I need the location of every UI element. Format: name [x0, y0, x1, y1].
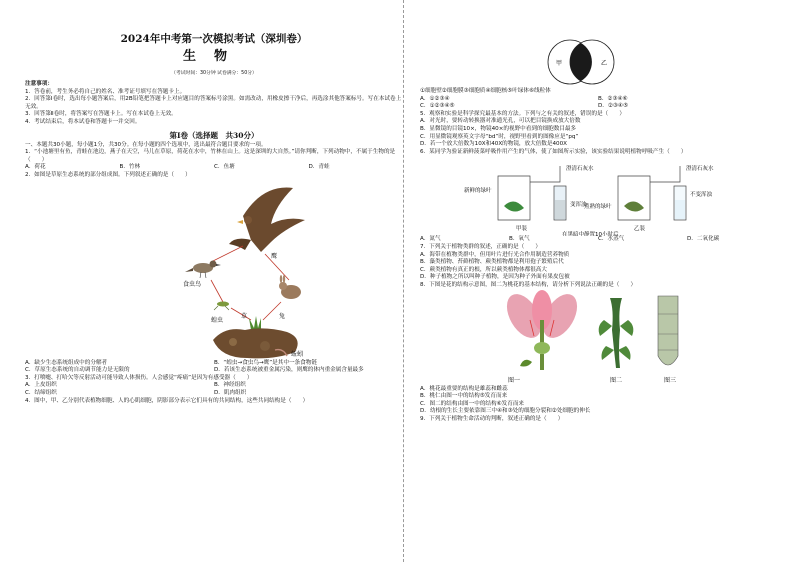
q1-options	[25, 164, 403, 172]
q4-legend: ①细胞壁②细胞膜③细胞质④细胞核⑤叶绿体⑥线粒体	[420, 88, 551, 94]
exam-title: 2024年中考第一次模拟考试（深圳卷）	[120, 33, 308, 45]
flower-svg	[420, 290, 776, 386]
subject-title: 生物	[182, 49, 245, 64]
q7-option-a[interactable]: A．海带在植物类群中，但用叶片进行光合作用制造营养物质	[420, 251, 570, 258]
q8-option-c[interactable]: C．图二的结构由图一中的结构⑥发育而来	[420, 400, 525, 407]
q4-options-row2	[420, 103, 776, 111]
q1-option-a[interactable]: A．荷花	[25, 164, 46, 171]
q8-option-b[interactable]: B．桃仁由图一中的结构⑤发育而来	[420, 393, 508, 400]
q8-stem: 8．下图是花的结构示意图，图二为桃花的基本结构，请分析下列说法正确的是（ ）	[420, 281, 637, 288]
q7-option-b[interactable]: B．藻类植物、苔藓植物、蕨类植物都是利用孢子繁殖后代	[420, 259, 564, 266]
fig1-label: 图一	[508, 376, 521, 384]
q6-stem: 6．某同学为验证新鲜菠菜呼吸作用产生的气体，使了如图所示实验，该实验结果说明植物呼吸产生（ ）	[420, 148, 687, 155]
part1-intro: 一、本题共30小题，每小题1分，共30分。在每小题的四个选项中，选出最符合题目要求的一项。	[25, 141, 267, 148]
fig3-label: 图三	[664, 376, 677, 384]
rabbit-illustration	[279, 275, 301, 299]
apparatus-jia-label: 甲装	[516, 226, 528, 233]
q5-option-a[interactable]: A．对光时，要转动转换器对准通光孔，可以把目镜换成放大倍数	[420, 118, 581, 125]
q3-options-row1	[25, 382, 403, 390]
rabbit-label: 兔	[279, 312, 286, 320]
root-tip-illustration	[658, 296, 678, 365]
q6-option-a[interactable]: A．氮气	[420, 236, 441, 243]
q1-option-c[interactable]: C．鱼塘	[214, 164, 235, 171]
q3-option-c[interactable]: C．结缔组织	[25, 389, 57, 396]
q2-option-c[interactable]: C．草原生态系统的自动调节能力是无限的	[25, 367, 130, 374]
ecosystem-figure	[25, 180, 403, 360]
right-column	[420, 36, 776, 423]
ecosystem-svg	[25, 180, 403, 360]
q5-option-d[interactable]: D．若一个放大倍数为10X和40X的物镜，放大倍数是400X	[420, 141, 567, 148]
q6-option-c[interactable]: C．水蒸气	[598, 236, 625, 243]
q4-option-d[interactable]: D．②③④⑤	[598, 103, 628, 110]
flower-illustration	[500, 290, 584, 370]
q2-stem: 2．如图是草原生态系统的部分组成图。下列叙述正确的是（ ）	[25, 171, 191, 178]
q3-stem: 3．打喷嚏、打哈欠等反射活动可能导致人体损伤。人会感觉“疼痛”是因为有感受器（ ）	[25, 374, 253, 381]
q5-stem: 5．观察和实验是科学探究最基本的方法。下列与之有关的叙述，错误的是（ ）	[420, 110, 625, 117]
q7-option-d[interactable]: D．种子植物之所以叫种子植物，是因为种子外面有果皮包被	[420, 274, 570, 281]
seedling-illustration	[599, 298, 634, 368]
flower-figure	[420, 290, 776, 386]
q6-option-b[interactable]: B．氧气	[509, 236, 530, 243]
q2-option-d[interactable]: D．若该生态系统被重金属污染，则鹰的体内重金属含量最多	[214, 367, 364, 374]
grass-illustration	[249, 316, 261, 330]
q4-option-c[interactable]: C．①②③④⑤	[420, 103, 455, 110]
worm-label: 蚯蚓	[291, 350, 304, 358]
q4-option-b[interactable]: B．②③④⑥	[598, 95, 628, 102]
q2-options-row2	[25, 367, 403, 375]
q6-option-d[interactable]: D．二氧化碳	[687, 236, 720, 243]
venn-label-jia: 甲	[556, 60, 563, 67]
q6-options	[420, 236, 776, 244]
grass-label: 草	[241, 312, 248, 320]
q5-option-b[interactable]: B．显微镜的目镜10×，物镜40×的视野中看到的细胞数目最多	[420, 125, 577, 132]
q2-option-a[interactable]: A．缺少生态系统组成中的分解者	[25, 359, 108, 366]
eagle-illustration	[229, 187, 305, 251]
respiration-figure	[420, 156, 776, 236]
column-divider	[403, 0, 404, 562]
limewater-label-yi: 澄清石灰水	[686, 166, 714, 173]
cooked-leaf-label: 煮熟的绿叶	[584, 204, 612, 211]
q8-option-a[interactable]: A．桃花最重要的结构是雄蕊和雌蕊	[420, 385, 508, 392]
q3-options-row2	[25, 390, 403, 398]
q9-stem: 9．下列关于植物生命活动的判断，叙述正确的是（ ）	[420, 415, 564, 422]
apparatus-yi	[618, 166, 686, 220]
exam-meta: （考试时间：30分钟 试卷满分：50分）	[171, 71, 257, 76]
q3-option-a[interactable]: A．上皮组织	[25, 382, 57, 389]
left-column	[25, 30, 403, 405]
q2-option-b[interactable]: B．“蝗虫→食虫鸟→鹰”是其中一条食物链	[214, 359, 317, 366]
q4-stem: 4．图中，甲、乙分别代表植物细胞、人的心肌细胞，阴影部分表示它们具有的共同结构，这些共同结构是（ ）	[25, 397, 309, 404]
grasshopper-illustration	[214, 301, 229, 310]
note-item: 3．回答第Ⅱ卷时，将答案写在答题卡上。写在本试卷上无效。	[25, 111, 177, 118]
soil-illustration	[213, 328, 298, 358]
bird-illustration	[185, 260, 221, 278]
q3-option-d[interactable]: D．肌肉组织	[214, 389, 247, 396]
venn-svg	[420, 36, 776, 88]
apparatus-jia	[498, 166, 566, 220]
q1-option-d[interactable]: D．青蛙	[308, 164, 330, 171]
q1-stem: 1．“小池塘里有鱼，青蛙在池边，燕子在天空，马儿在草原，荷花在水中，竹林在山上。这是深圳的大自然。”请你判断，下列动物中，不属于生物的是（ ）	[25, 149, 396, 163]
apparatus-yi-label: 乙装	[634, 226, 646, 233]
bird-label: 食虫鸟	[183, 280, 202, 288]
q1-option-b[interactable]: B．竹林	[119, 164, 141, 171]
clear-label: 不变浑浊	[690, 192, 713, 199]
note-item: 1．答卷前，考生务必将自己的姓名、准考证号填写在答题卡上。	[25, 88, 186, 95]
limewater-label-jia: 澄清石灰水	[566, 166, 594, 173]
venn-figure	[420, 36, 776, 88]
note-item: 4．考试结束后，将本试卷和答题卡一并交回。	[25, 118, 141, 125]
q5-option-c[interactable]: C．用显微镜观察英文字母“bd”时，视野里看到的图像应是“pq”	[420, 133, 579, 140]
q7-stem: 7．下列关于植物类群的叙述，正确的是（ ）	[420, 243, 542, 250]
turbid-label: 变浑浊	[570, 202, 587, 209]
q2-options-row1	[25, 360, 403, 368]
note-item: 2．回答第Ⅰ卷时，选出每小题答案后，用2B铅笔把答题卡上对应题目的答案标号涂黑。如需改动，用橡皮擦干净后，再选涂其他答案标号。写在本试卷上无效。	[25, 96, 402, 110]
notes-heading: 注意事项：	[25, 81, 53, 87]
dark-caption: 在黑暗中静置10小时后	[562, 232, 619, 237]
q4-option-a[interactable]: A．①②③④	[420, 95, 450, 102]
fresh-leaf-label: 新鲜的绿叶	[464, 188, 492, 195]
venn-label-yi: 乙	[601, 60, 608, 67]
q3-option-b[interactable]: B．神经组织	[214, 382, 246, 389]
respiration-svg	[420, 156, 776, 236]
part1-title: 第Ⅰ卷（选择题 共30分）	[169, 130, 259, 140]
eagle-label: 鹰	[271, 252, 278, 260]
q8-option-d[interactable]: D．幼根的生长主要依靠图三中④和③处的细胞分裂和②处细胞的伸长	[420, 408, 591, 415]
q7-option-c[interactable]: C．蕨类植物有真正的根，所以蕨类植物体都很高大	[420, 266, 547, 273]
grasshopper-label: 蝗虫	[211, 316, 224, 324]
fig2-label: 图二	[610, 376, 623, 384]
